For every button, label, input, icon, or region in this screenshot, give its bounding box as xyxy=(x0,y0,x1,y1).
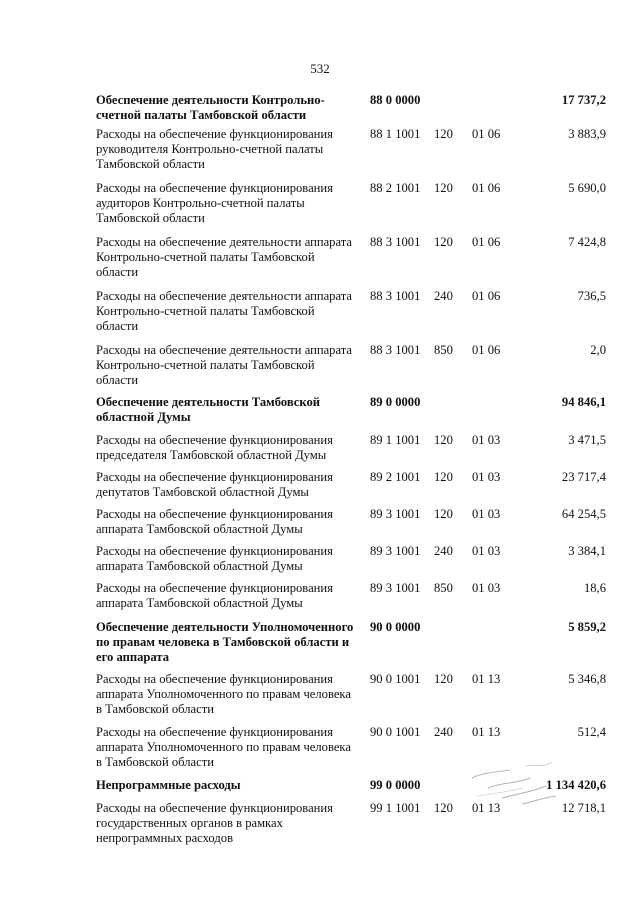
expense-type-code: 240 xyxy=(434,725,453,739)
section-code: 01 06 xyxy=(472,343,501,357)
expense-name: Расходы на обеспечение функционирования аппарата Уполномоченного по правам человека в Тамбовской области xyxy=(96,725,351,769)
table-row xyxy=(96,672,606,717)
amount: 23 717,4 xyxy=(561,470,606,484)
amount: 736,5 xyxy=(577,289,606,303)
expense-name: Расходы на обеспечение функционирования руководителя Контрольно-счетной палаты Тамбовской области xyxy=(96,127,333,171)
table-row xyxy=(96,544,606,574)
expense-name: Обеспечение деятельности Контрольно-счетной палаты Тамбовской области xyxy=(96,93,325,122)
target-code: 88 3 1001 xyxy=(370,235,421,249)
expense-type-code: 120 xyxy=(434,801,453,815)
target-code: 89 3 1001 xyxy=(370,507,421,521)
target-code: 99 0 0000 xyxy=(370,778,421,792)
section-code: 01 06 xyxy=(472,289,501,303)
expense-type-code: 120 xyxy=(434,181,453,195)
budget-table xyxy=(96,93,606,846)
table-row xyxy=(96,433,606,463)
amount: 5 346,8 xyxy=(568,672,606,686)
section-code: 01 03 xyxy=(472,581,501,595)
table-row xyxy=(96,127,606,172)
target-code: 89 3 1001 xyxy=(370,581,421,595)
section-code: 01 03 xyxy=(472,433,501,447)
table-row xyxy=(96,343,606,388)
table-row xyxy=(96,507,606,537)
expense-type-code: 120 xyxy=(434,127,453,141)
expense-type-code: 120 xyxy=(434,672,453,686)
expense-name: Расходы на обеспечение функционирования аппарата Тамбовской областной Думы xyxy=(96,507,333,536)
expense-name: Расходы на обеспечение функционирования государственных органов в рамках непрограммных расходов xyxy=(96,801,333,845)
expense-name: Обеспечение деятельности Тамбовской областной Думы xyxy=(96,395,321,424)
table-row xyxy=(96,395,606,425)
expense-type-code: 240 xyxy=(434,289,453,303)
amount: 3 384,1 xyxy=(568,544,606,558)
table-row xyxy=(96,93,606,123)
expense-name: Расходы на обеспечение деятельности аппарата Контрольно-счетной палаты Тамбовской области xyxy=(96,343,352,387)
section-code: 01 06 xyxy=(472,181,501,195)
target-code: 99 1 1001 xyxy=(370,801,421,815)
table-row xyxy=(96,581,606,611)
target-code: 89 1 1001 xyxy=(370,433,421,447)
page-number: 532 xyxy=(310,61,330,76)
amount: 512,4 xyxy=(577,725,606,739)
expense-name: Расходы на обеспечение деятельности аппарата Контрольно-счетной палаты Тамбовской области xyxy=(96,235,352,279)
target-code: 88 3 1001 xyxy=(370,343,421,357)
section-code: 01 13 xyxy=(472,672,501,686)
amount: 18,6 xyxy=(583,581,606,595)
expense-type-code: 120 xyxy=(434,507,453,521)
expense-type-code: 850 xyxy=(434,581,453,595)
target-code: 90 0 1001 xyxy=(370,725,421,739)
target-code: 89 0 0000 xyxy=(370,395,421,409)
section-code: 01 03 xyxy=(472,544,501,558)
table-row xyxy=(96,289,606,334)
target-code: 89 2 1001 xyxy=(370,470,421,484)
expense-type-code: 120 xyxy=(434,433,453,447)
table-row xyxy=(96,235,606,280)
expense-name: Расходы на обеспечение функционирования аппарата Уполномоченного по правам человека в Тамбовской области xyxy=(96,672,351,716)
amount: 64 254,5 xyxy=(561,507,606,521)
amount: 5 859,2 xyxy=(568,620,606,634)
expense-name: Расходы на обеспечение функционирования аудиторов Контрольно-счетной палаты Тамбовской области xyxy=(96,181,333,225)
expense-type-code: 850 xyxy=(434,343,453,357)
faint-stamp-mark xyxy=(468,752,564,816)
target-code: 90 0 0000 xyxy=(370,620,421,634)
amount: 94 846,1 xyxy=(561,395,606,409)
amount: 12 718,1 xyxy=(561,801,606,815)
target-code: 89 3 1001 xyxy=(370,544,421,558)
amount: 3 883,9 xyxy=(568,127,606,141)
expense-name: Расходы на обеспечение функционирования депутатов Тамбовской областной Думы xyxy=(96,470,333,499)
expense-name: Расходы на обеспечение функционирования аппарата Тамбовской областной Думы xyxy=(96,544,333,573)
amount: 3 471,5 xyxy=(568,433,606,447)
section-code: 01 13 xyxy=(472,801,501,815)
expense-type-code: 120 xyxy=(434,470,453,484)
target-code: 88 1 1001 xyxy=(370,127,421,141)
expense-name: Непрограммные расходы xyxy=(96,778,241,792)
target-code: 88 2 1001 xyxy=(370,181,421,195)
section-code: 01 03 xyxy=(472,507,501,521)
target-code: 88 0 0000 xyxy=(370,93,421,107)
expense-name: Расходы на обеспечение функционирования председателя Тамбовской областной Думы xyxy=(96,433,333,462)
table-row xyxy=(96,181,606,226)
amount: 2,0 xyxy=(590,343,606,357)
table-row xyxy=(96,620,606,665)
section-code: 01 13 xyxy=(472,725,501,739)
expense-name: Обеспечение деятельности Уполномоченного по правам человека в Тамбовской области и его аппарата xyxy=(96,620,354,664)
table-row xyxy=(96,470,606,500)
section-code: 01 06 xyxy=(472,235,501,249)
target-code: 88 3 1001 xyxy=(370,289,421,303)
amount: 5 690,0 xyxy=(568,181,606,195)
expense-type-code: 120 xyxy=(434,235,453,249)
amount: 7 424,8 xyxy=(568,235,606,249)
section-code: 01 03 xyxy=(472,470,501,484)
expense-name: Расходы на обеспечение функционирования аппарата Тамбовской областной Думы xyxy=(96,581,333,610)
expense-type-code: 240 xyxy=(434,544,453,558)
expense-name: Расходы на обеспечение деятельности аппарата Контрольно-счетной палаты Тамбовской области xyxy=(96,289,352,333)
target-code: 90 0 1001 xyxy=(370,672,421,686)
section-code: 01 06 xyxy=(472,127,501,141)
amount: 17 737,2 xyxy=(561,93,606,107)
amount: 1 134 420,6 xyxy=(546,778,606,792)
